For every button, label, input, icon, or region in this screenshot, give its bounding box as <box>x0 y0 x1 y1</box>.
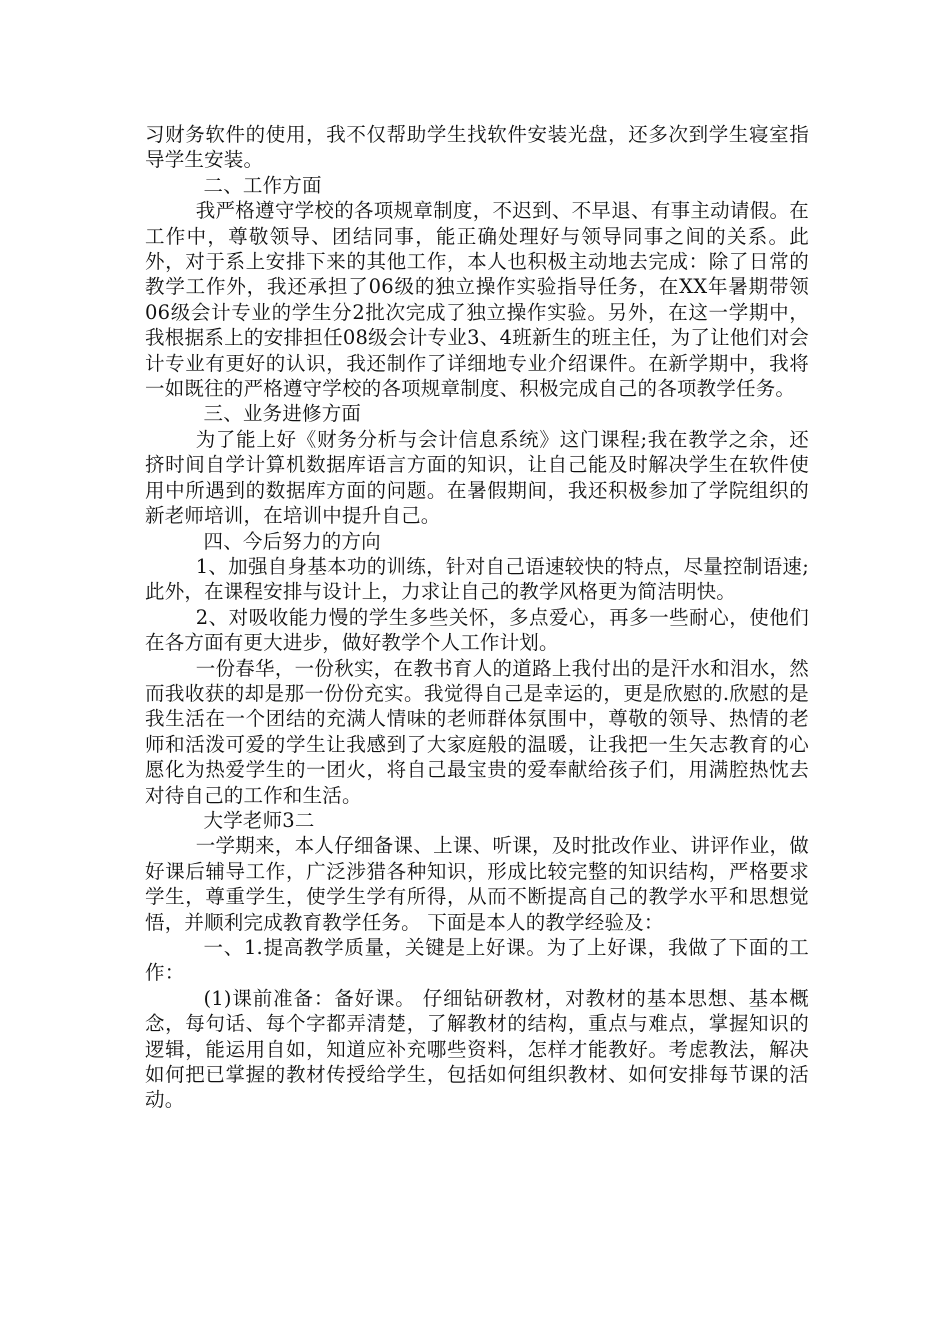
section-title-part-two: 大学老师3二 <box>203 808 315 832</box>
paragraph-continuation: 习财务软件的使用，我不仅帮助学生找软件安装光盘，还多次到学生寝室指导学生安装。 <box>145 123 809 172</box>
paragraph-preparation: (1)课前准备：备好课。 仔细钻研教材，对教材的基本思想、基本概念，每句话、每个字都弄清楚，了解教材的结构，重点与难点，掌握知识的逻辑，能运用自如，知道应补充哪些资料，怎样才能教好。考虑教法，解决如何把已掌握的教材传授给学生，包括如何组织教材、如何安排每节课的活动。 <box>145 986 809 1112</box>
section-heading-future: 四、今后努力的方向 <box>203 529 381 553</box>
paragraph-future-2: 2、对吸收能力慢的学生多些关怀，多点爱心，再多一些耐心，使他们在各方面有更大进步，做好教学个人工作计划。 <box>145 605 809 655</box>
paragraph-reflection: 一份春华，一份秋实，在教书育人的道路上我付出的是汗水和泪水，然而我收获的却是那一份份充实。我觉得自己是幸运的，更是欣慰的.欣慰的是我生活在一个团结的充满人情味的老师群体氛围中，尊敬的领导、热情的老师和活泼可爱的学生让我感到了大家庭般的温暖，让我把一生矢志教育的心愿化为热爱学生的一团火，将自己最宝贵的爱奉献给孩子们，用满腔热忱去对待自己的工作和生活。 <box>145 656 809 807</box>
section-heading-training: 三、业务进修方面 <box>203 402 362 426</box>
paragraph-work: 我严格遵守学校的各项规章制度，不迟到、不早退、有事主动请假。在工作中，尊敬领导、团结同事，能正确处理好与领导同事之间的关系。此外，对于系上安排下来的其他工作，本人也积极主动地去完成：除了日常的教学工作外，我还承担了06级的独立操作实验指导任务，在XX年暑期带领06级会计专业的学生分2批次完成了独立操作实验。另外，在这一学期中，我根据系上的安排担任08级会计专业3、4班新生的班主任，为了让他们对会计专业有更好的认识，我还制作了详细地专业介绍课件。在新学期中，我将一如既往的严格遵守学校的各项规章制度、积极完成自己的各项教学任务。 <box>145 199 809 401</box>
paragraph-quality: 一、1.提高教学质量，关键是上好课。为了上好课，我做了下面的工作： <box>145 936 809 985</box>
paragraph-semester: 一学期来，本人仔细备课、上课、听课，及时批改作业、讲评作业，做好课后辅导工作，广泛涉猎各种知识，形成比较完整的知识结构，严格要求学生，尊重学生，使学生学有所得，从而不断提高自己的教学水平和思想觉悟，并顺利完成教育教学任务。 下面是本人的教学经验及： <box>145 834 809 934</box>
section-heading-work: 二、工作方面 <box>203 173 322 197</box>
paragraph-training: 为了能上好《财务分析与会计信息系统》这门课程;我在教学之余，还挤时间自学计算机数据库语言方面的知识，让自己能及时解决学生在软件使用中所遇到的数据库方面的问题。在暑假期间，我还积极参加了学院组织的新老师培训，在培训中提升自己。 <box>145 427 809 528</box>
document-body <box>145 122 809 1113</box>
paragraph-future-1: 1、加强自身基本功的训练，针对自己语速较快的特点，尽量控制语速;此外，在课程安排与设计上，力求让自己的教学风格更为简洁明快。 <box>145 554 809 604</box>
